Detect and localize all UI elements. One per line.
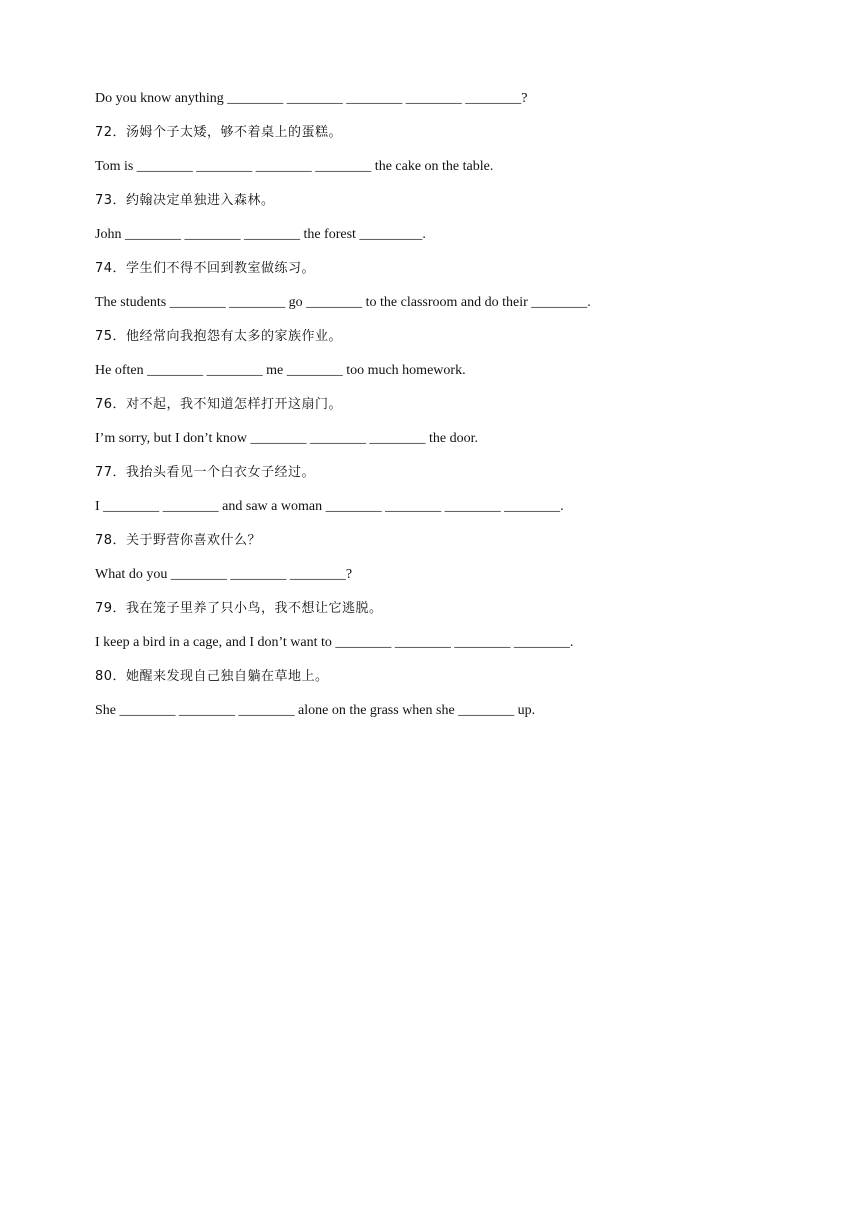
answer-line: She ________ ________ ________ alone on the grass when she ________ up. xyxy=(95,703,536,718)
question-prompt: 80．她醒来发现自己独自躺在草地上。 xyxy=(95,669,329,684)
answer-line: He often ________ ________ me ________ too much homework. xyxy=(95,363,466,378)
answer-line: What do you ________ ________ ________? xyxy=(95,567,353,582)
answer-line: The students ________ ________ go ________ to the classroom and do their ________. xyxy=(95,295,591,310)
answer-line: I ________ ________ and saw a woman ________ ________ ________ ________. xyxy=(95,499,564,514)
question-prompt: 74．学生们不得不回到教室做练习。 xyxy=(95,261,316,276)
question-prompt: 79．我在笼子里养了只小鸟，我不想让它逃脱。 xyxy=(95,601,383,616)
exercise-list xyxy=(95,89,795,735)
answer-line: John ________ ________ ________ the forest _________. xyxy=(95,227,426,242)
question-prompt: 75．他经常向我抱怨有太多的家族作业。 xyxy=(95,329,343,344)
question-prompt: 76．对不起，我不知道怎样打开这扇门。 xyxy=(95,397,343,412)
answer-line: Tom is ________ ________ ________ ________ the cake on the table. xyxy=(95,159,494,174)
question-prompt: 78．关于野营你喜欢什么？ xyxy=(95,533,262,548)
answer-line: Do you know anything ________ ________ ________ ________ ________? xyxy=(95,91,528,106)
question-prompt: 73．约翰决定单独进入森林。 xyxy=(95,193,275,208)
answer-line: I keep a bird in a cage, and I don’t want to ________ ________ ________ ________. xyxy=(95,635,574,650)
answer-line: I’m sorry, but I don’t know ________ ________ ________ the door. xyxy=(95,431,479,446)
question-prompt: 77．我抬头看见一个白衣女子经过。 xyxy=(95,465,316,480)
question-prompt: 72．汤姆个子太矮，够不着桌上的蛋糕。 xyxy=(95,125,343,140)
